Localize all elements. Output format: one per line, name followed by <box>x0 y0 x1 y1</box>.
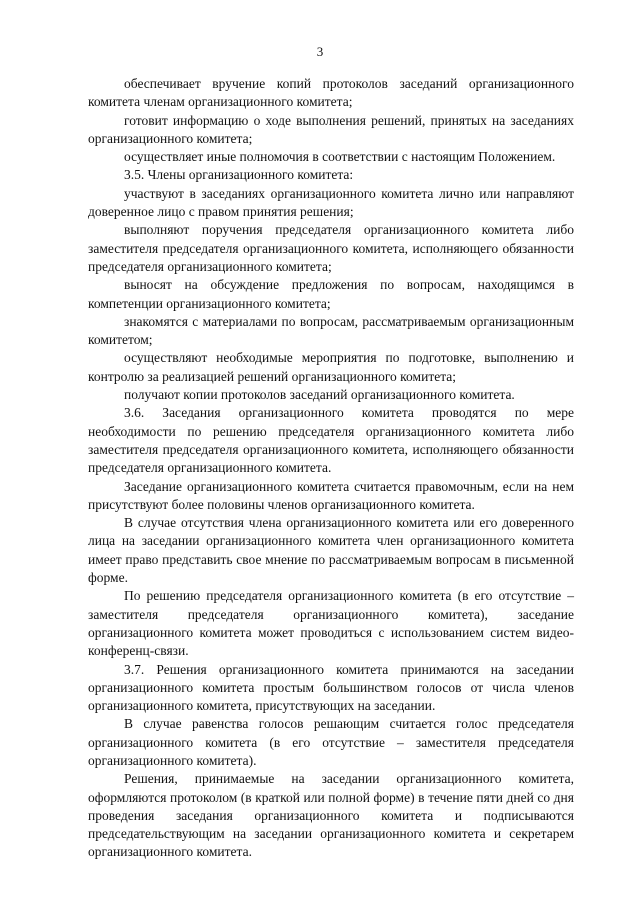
paragraph: выносят на обсуждение предложения по вопросам, находящимся в компетенции организационного комитета; <box>88 277 574 311</box>
document-body <box>88 75 574 862</box>
paragraph: 3.7. Решения организационного комитета принимаются на заседании организационного комитета простым большинством голосов от числа членов организационного комитета, присутствующих на заседании. <box>88 661 574 714</box>
page-number: 3 <box>316 44 324 59</box>
paragraph: обеспечивает вручение копий протоколов заседаний организационного комитета членам организационного комитета; <box>88 76 574 110</box>
paragraph: В случае отсутствия члена организационного комитета или его доверенного лица на заседании организационного комитета член организационного комитета имеет право представить свое мнение по рассматриваемым вопросам в письменной форме. <box>88 515 574 586</box>
paragraph: знакомятся с материалами по вопросам, рассматриваемым организационным комитетом; <box>88 313 574 348</box>
paragraph: осуществляет иные полномочия в соответствии с настоящим Положением. <box>124 149 556 165</box>
paragraph: Решения, принимаемые на заседании организационного комитета, оформляются протоколом (в краткой или полной форме) в течение пяти дней со дня проведения заседания организационного комитета и подписываются председательствующим на заседании организационного комитета и секретарем организационного комитета. <box>88 771 574 860</box>
paragraph: участвуют в заседаниях организационного комитета лично или направляют доверенное лицо с правом принятия решения; <box>88 185 574 220</box>
paragraph: 3.6. Заседания организационного комитета проводятся по мере необходимости по решению председателя организационного комитета либо заместителя председателя организационного комитета, исполняющего обязанности председателя организационного комитета. <box>88 405 574 476</box>
paragraph: осуществляют необходимые мероприятия по подготовке, выполнению и контролю за реализацией решений организационного комитета; <box>88 350 574 384</box>
paragraph: В случае равенства голосов решающим считается голос председателя организационного комитета (в его отсутствие – заместителя председателя организационного комитета). <box>88 716 574 768</box>
paragraph: готовит информацию о ходе выполнения решений, принятых на заседаниях организационного комитета; <box>88 112 574 146</box>
paragraph: выполняют поручения председателя организационного комитета либо заместителя председателя организационного комитета, исполняющего обязанности председателя организационного комитета; <box>88 222 574 274</box>
section-heading: 3.5. Члены организационного комитета: <box>124 167 354 183</box>
paragraph: Заседание организационного комитета считается правомочным, если на нем присутствуют более половины членов организационного комитета. <box>88 478 574 512</box>
paragraph: По решению председателя организационного комитета (в его отсутствие – заместителя председателя организационного комитета), заседание организационного комитета может проводиться с использованием систем видео-конференц-связи. <box>88 588 574 659</box>
paragraph: получают копии протоколов заседаний организационного комитета. <box>124 387 515 403</box>
